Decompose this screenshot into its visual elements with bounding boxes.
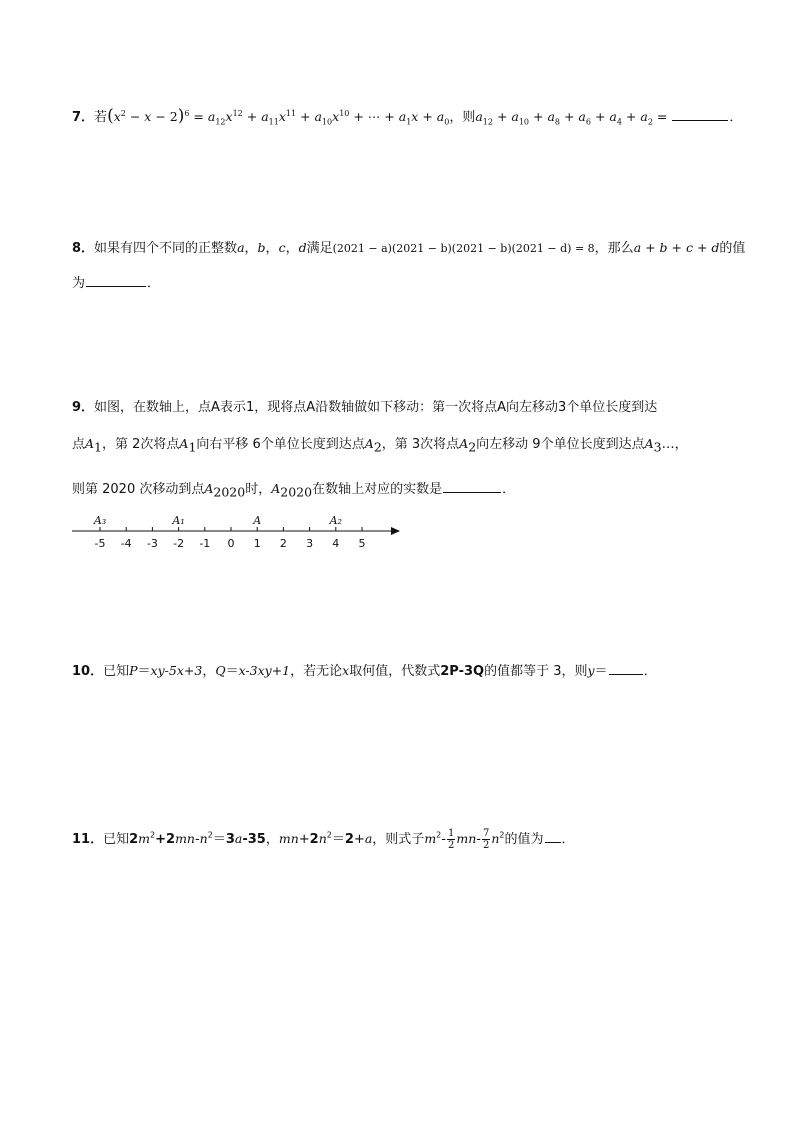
number-line-tick-label: -3 (146, 537, 158, 550)
q9-line2-d: ，第 3次将点 (381, 437, 460, 452)
q9-A2020-b: A (271, 481, 281, 496)
q10-y: y (587, 663, 595, 678)
q11-end: ． (561, 832, 575, 847)
question-8-line2 (72, 272, 160, 294)
q9-answer-blank[interactable] (443, 478, 501, 493)
q8-namo: ，那么 (594, 241, 634, 256)
q11-text2: ， (265, 832, 279, 847)
q8-sum: a + b + c + d (633, 240, 720, 255)
number-line-tick-label: 1 (253, 537, 261, 550)
q10-Pexpr: xy-5x+3 (150, 663, 203, 678)
number-line-points (93, 514, 342, 527)
q8-dezhi: 的值 (719, 241, 746, 256)
q9-line2-c: 向右平移 6个单位长度到达点 (196, 437, 365, 452)
q7-formula-lhs: $(x^2 - x - 2)^6 = a_{12}x^{12} + a_{11}x^{11} + a_{10}x^{10}$ + ⋯ + $a_1x + a_0$ (107, 106, 450, 127)
q7-number: 7． (72, 110, 95, 125)
number-line-tick-label: 2 (279, 537, 287, 550)
number-line-tick-label: -1 (199, 537, 211, 550)
q11-number: 11． (72, 832, 104, 847)
number-line-arrow-icon (391, 527, 400, 535)
q10-text4: 的值都等于 3，则 (484, 664, 588, 679)
q10-expr: 2P-3Q (440, 664, 485, 679)
number-line-point-label: A₁ (172, 514, 185, 527)
q9-line2-a: 点 (72, 437, 86, 452)
q7-formula-rhs: $a_{12} + a_{10} + a_8 + a_6 + a_4 + a_2$ = (475, 109, 672, 127)
q8-answer-blank[interactable] (86, 272, 146, 287)
q11-eq2: $mn+2n^2=2+a$ (278, 830, 373, 847)
q11-text4: 的值为 (504, 832, 544, 847)
q8-sep1: ， (244, 241, 258, 256)
q10-Qexpr: x-3xy+1 (238, 663, 291, 678)
q9-line2-f: …， (661, 437, 688, 452)
q8-var-a: a (237, 240, 245, 255)
question-11 (72, 828, 575, 851)
q11-text3: ，则式子 (372, 832, 425, 847)
number-line (60, 505, 420, 553)
q8-sep2: ， (265, 241, 279, 256)
q9-line1: 如图，在数轴上，点A表示1，现将点A沿数轴做如下移动：第一次将点A向左移动3个单位长度到达 (94, 400, 658, 415)
q9-A3: A (644, 436, 654, 451)
question-9 (72, 398, 657, 418)
number-line-tick-label: -5 (94, 537, 106, 550)
q11-expr: $m^2-$ $\frac{1}{2}$ mn- $\frac{7}{2}$ $n^2$ (424, 828, 505, 851)
number-line-tick-label: -4 (120, 537, 132, 550)
q9-A2-a: A (364, 436, 374, 451)
q7-ruo: 若 (94, 110, 108, 125)
q11-text1: 已知 (103, 832, 130, 847)
q7-ze: ，则 (449, 110, 476, 125)
q8-var-c: c (278, 240, 286, 255)
q10-x: x (342, 663, 350, 678)
question-8 (72, 238, 745, 259)
q10-Q: Q (215, 663, 226, 678)
q10-text1: 已知 (103, 664, 130, 679)
q8-var-d: d (298, 240, 307, 255)
q10-answer-blank[interactable] (609, 660, 643, 675)
number-line-tick-label: 3 (306, 537, 314, 550)
q8-manzu: 满足 (306, 241, 333, 256)
number-line-tick-label: -2 (173, 537, 185, 550)
q10-P: P (129, 663, 138, 678)
q8-number: 8． (72, 241, 95, 256)
q11-answer-blank[interactable] (545, 828, 561, 843)
q7-answer-blank[interactable] (672, 106, 728, 121)
number-line-point-label: A₃ (93, 514, 107, 527)
q9-number: 9． (72, 400, 95, 415)
number-line-tick-label: 0 (227, 537, 235, 550)
question-10 (72, 660, 657, 682)
question-9-line3: 则第 2020 次移动到点$A_{2020}$时，$A_{2020}$在数轴上对应的实数是 ． (72, 478, 515, 500)
q10-end: ． (643, 664, 657, 679)
number-line-ticks (95, 527, 366, 550)
number-line-tick-label: 5 (358, 537, 366, 550)
question-7 (72, 106, 742, 128)
number-line-point-label: A₂ (329, 514, 342, 527)
q9-end: ． (502, 482, 516, 497)
q8-text1: 如果有四个不同的正整数 (94, 241, 238, 256)
q10-eq3: ＝ (594, 664, 608, 679)
q8-sep3: ， (285, 241, 299, 256)
q9-line3-c: 在数轴上对应的实数是 (312, 482, 443, 497)
q11-eq1: $2m^2+2mn-n^2=3a-35$ (129, 830, 266, 847)
q9-line3-a: 则第 2020 次移动到点 (72, 482, 205, 497)
q10-eq1: ＝ (137, 664, 151, 679)
q10-eq2: ＝ (225, 664, 239, 679)
q8-condition: (2021 − a)(2021 − b)(2021 − b)(2021 − d) = 8 (332, 242, 595, 255)
q9-line3-b: 时， (245, 482, 272, 497)
q9-A1-a: A (85, 436, 95, 451)
q9-line2-e: 向左移动 9个单位长度到达点 (476, 437, 645, 452)
q7-end: ． (729, 110, 743, 125)
number-line-point-label: A (253, 514, 262, 527)
q8-var-b: b (257, 240, 266, 255)
q10-comma: ， (202, 664, 216, 679)
q8-end: ． (147, 276, 161, 291)
number-line-tick-label: 4 (332, 537, 340, 550)
question-9-line2: 点$A_1$，第 2次将点$A_1$向右平移 6个单位长度到达点$A_2$，第 3次将点$A_2$向左移动 9个单位长度到达点$A_3\dots$， (72, 436, 688, 455)
q9-line2-b: ，第 2次将点 (102, 437, 180, 452)
q10-number: 10． (72, 664, 104, 679)
q9-A2-b: A (459, 436, 469, 451)
q8-wei: 为 (72, 276, 86, 291)
q10-text3: 取何值，代数式 (349, 664, 441, 679)
q10-text2: ，若无论 (290, 664, 343, 679)
q9-A2020-a: A (204, 481, 214, 496)
q9-A1-b: A (179, 436, 189, 451)
